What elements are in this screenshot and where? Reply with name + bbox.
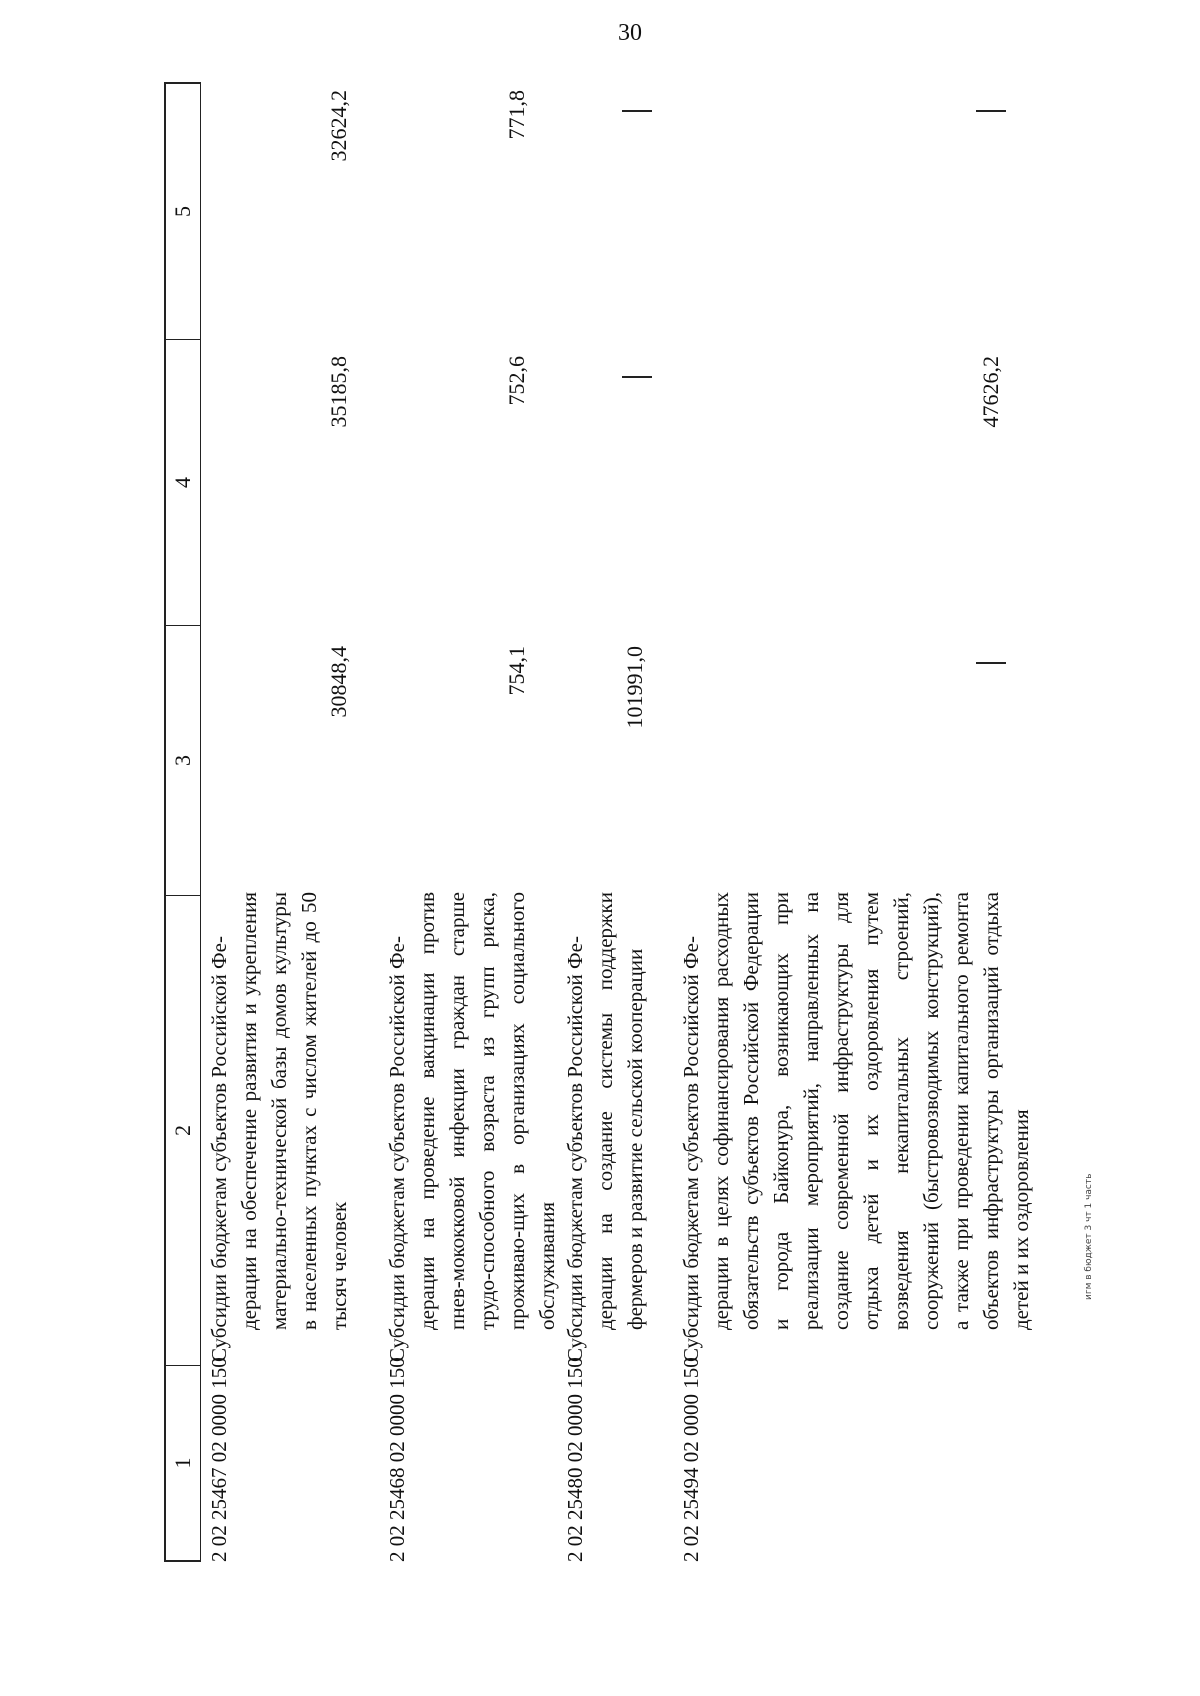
value-col-5 (976, 90, 1006, 340)
row-description (560, 892, 650, 1362)
budget-code: 2 02 25467 02 0000 150 (207, 1357, 231, 1562)
table-row (204, 82, 364, 1562)
value-col-4 (620, 356, 650, 626)
description-continuation: дерации на проведение вакцинации против пнев-мококковой инфекции граждан старше трудо-способного возраста из групп риска, проживаю-щих в организациях социального обслуживания (415, 892, 559, 1330)
dash-mark (976, 662, 1006, 664)
header-col-3: 3 (166, 626, 200, 896)
value-col-5 (620, 90, 650, 340)
row-description (676, 892, 1036, 1362)
page-number: 30 (618, 20, 642, 46)
value-col-4: 35185,8 (326, 356, 351, 428)
budget-code: 2 02 25468 02 0000 150 (385, 1357, 409, 1562)
table-row (676, 82, 1033, 1562)
value-col-5: 32624,2 (326, 90, 351, 162)
description-continuation: дерации на создание системы поддержки фермеров и развитие сельской кооперации (593, 892, 647, 1330)
description-first-line: Субсидии бюджетам субъектов Российской Фе- (385, 936, 409, 1362)
table-row (382, 82, 559, 1562)
value-col-4: 752,6 (504, 356, 529, 406)
header-col-1: 1 (166, 1366, 200, 1562)
value-col-3: 101991,0 (622, 646, 647, 729)
header-col-4: 4 (166, 340, 200, 626)
description-first-line: Субсидии бюджетам субъектов Российской Фе- (679, 936, 703, 1362)
table-row (560, 82, 660, 1562)
value-col-3: 30848,4 (326, 646, 351, 718)
value-col-3 (976, 646, 1006, 896)
budget-code: 2 02 25494 02 0000 150 (679, 1357, 703, 1562)
header-col-2: 2 (166, 896, 200, 1366)
dash-mark (622, 110, 652, 112)
budget-table (164, 82, 1044, 1562)
dash-mark (976, 110, 1006, 112)
footer-mark: игм в бюджет 3 чт 1 часть (1084, 1173, 1094, 1300)
budget-code: 2 02 25480 02 0000 150 (563, 1357, 587, 1562)
description-continuation: дерации в целях софинансирования расходных обязательств субъектов Российской Федерации и города Байконура, возникающих при реализации мероприятий, направленных на создание современной инфраструктуры для отдыха детей и их оздоровления путем возведения некапитальных строений, сооружений (быстровозводимых конструкций), а также при проведении капитального ремонта объектов инфраструктуры организаций отдыха детей и их оздоровления (709, 892, 1033, 1330)
value-col-5: 771,8 (504, 90, 529, 140)
value-col-4: 47626,2 (978, 356, 1003, 428)
dash-mark (622, 376, 652, 378)
table-header-row (164, 82, 201, 1562)
value-col-3: 754,1 (504, 646, 529, 696)
description-first-line: Субсидии бюджетам субъектов Российской Фе- (563, 936, 587, 1362)
row-description (204, 892, 354, 1362)
header-col-5: 5 (166, 82, 200, 340)
description-first-line: Субсидии бюджетам субъектов Российской Фе- (207, 936, 231, 1362)
row-description (382, 892, 562, 1362)
description-continuation: дерации на обеспечение развития и укрепления материально-технической базы домов культуры в населенных пунктах с числом жителей до 50 тысяч человек (237, 892, 351, 1330)
